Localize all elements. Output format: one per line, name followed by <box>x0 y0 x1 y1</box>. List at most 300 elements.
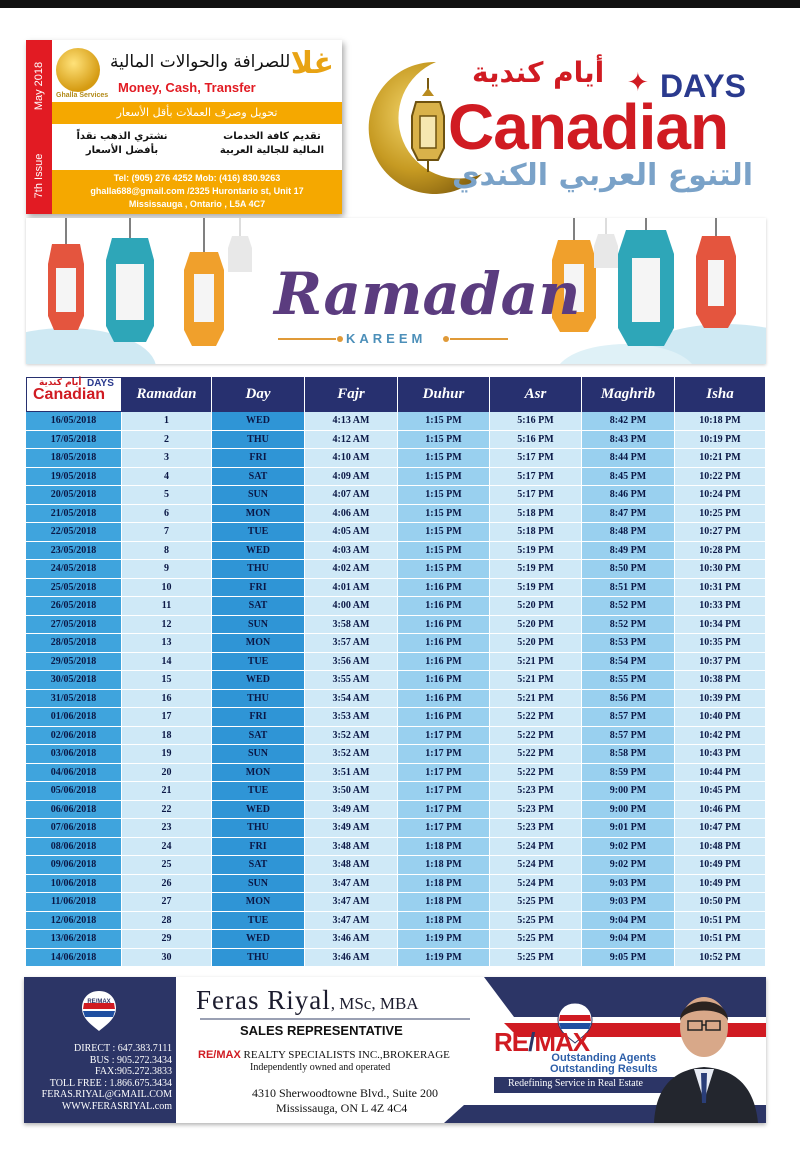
cell-ramadan-day: 25 <box>122 856 212 875</box>
table-row <box>26 468 766 487</box>
cell-ramadan-day: 5 <box>122 486 212 505</box>
cell-isha: 10:34 PM <box>675 616 766 635</box>
outstanding-tagline <box>550 1053 658 1075</box>
cell-duhur: 1:16 PM <box>398 690 490 709</box>
cell-maghrib: 9:02 PM <box>582 856 675 875</box>
cell-duhur: 1:19 PM <box>398 949 490 968</box>
cell-maghrib: 8:54 PM <box>582 653 675 672</box>
ad-service-gold-line2: بأفضل الأسعار <box>85 145 159 156</box>
table-row <box>26 616 766 635</box>
cell-maghrib: 8:43 PM <box>582 431 675 450</box>
cell-weekday: SAT <box>212 727 305 746</box>
cell-date: 27/05/2018 <box>26 616 122 635</box>
cell-duhur: 1:15 PM <box>398 412 490 431</box>
cell-asr: 5:16 PM <box>490 431 582 450</box>
table-row <box>26 801 766 820</box>
cell-isha: 10:33 PM <box>675 597 766 616</box>
table-row <box>26 486 766 505</box>
cell-isha: 10:31 PM <box>675 579 766 598</box>
cell-maghrib: 8:53 PM <box>582 634 675 653</box>
table-row <box>26 764 766 783</box>
cell-duhur: 1:17 PM <box>398 764 490 783</box>
cell-weekday: MON <box>212 505 305 524</box>
cell-asr: 5:18 PM <box>490 505 582 524</box>
cell-ramadan-day: 6 <box>122 505 212 524</box>
cell-date: 10/06/2018 <box>26 875 122 894</box>
cell-fajr: 3:55 AM <box>305 671 398 690</box>
cell-asr: 5:19 PM <box>490 560 582 579</box>
table-row <box>26 579 766 598</box>
remax-wordmark-re: RE <box>494 1027 529 1057</box>
cell-asr: 5:25 PM <box>490 912 582 931</box>
cell-maghrib: 8:52 PM <box>582 597 675 616</box>
col-header-day: Day <box>212 377 305 412</box>
cell-maghrib: 8:50 PM <box>582 560 675 579</box>
cell-asr: 5:17 PM <box>490 449 582 468</box>
cell-asr: 5:20 PM <box>490 634 582 653</box>
cell-maghrib: 8:58 PM <box>582 745 675 764</box>
agent-name <box>196 985 419 1016</box>
cell-date: 06/06/2018 <box>26 801 122 820</box>
cell-fajr: 3:51 AM <box>305 764 398 783</box>
outstanding-results: Outstanding Results <box>550 1063 658 1075</box>
cell-maghrib: 9:03 PM <box>582 875 675 894</box>
table-row <box>26 671 766 690</box>
table-row <box>26 893 766 912</box>
table-header-row <box>26 377 766 412</box>
cell-isha: 10:39 PM <box>675 690 766 709</box>
ad-arabic-title: للصرافة والحوالات المالية <box>110 52 291 72</box>
cell-fajr: 3:46 AM <box>305 949 398 968</box>
office-address-line1: 4310 Sherwoodtowne Blvd., Suite 200 <box>252 1086 438 1100</box>
ad-service-financial <box>210 130 334 158</box>
cell-date: 30/05/2018 <box>26 671 122 690</box>
cell-weekday: WED <box>212 801 305 820</box>
col-header-ramadan: Ramadan <box>122 377 212 412</box>
cell-date: 19/05/2018 <box>26 468 122 487</box>
outstanding-agents: Outstanding Agents <box>551 1052 657 1064</box>
cell-asr: 5:22 PM <box>490 745 582 764</box>
table-row <box>26 449 766 468</box>
table-row <box>26 542 766 561</box>
cell-asr: 5:17 PM <box>490 486 582 505</box>
cell-weekday: TUE <box>212 653 305 672</box>
ad-slogan-bar <box>52 102 342 124</box>
cell-date: 07/06/2018 <box>26 819 122 838</box>
realtor-contacts <box>28 1043 172 1112</box>
cell-isha: 10:27 PM <box>675 523 766 542</box>
cell-date: 17/05/2018 <box>26 431 122 450</box>
cell-isha: 10:51 PM <box>675 912 766 931</box>
cell-fajr: 4:01 AM <box>305 579 398 598</box>
cell-duhur: 1:16 PM <box>398 671 490 690</box>
cell-fajr: 3:48 AM <box>305 856 398 875</box>
contact-fax: FAX:905.272.3833 <box>94 1066 172 1077</box>
cell-maghrib: 8:59 PM <box>582 764 675 783</box>
cell-fajr: 4:12 AM <box>305 431 398 450</box>
contact-website: WWW.FERASRIYAL.com <box>61 1100 172 1112</box>
cell-maghrib: 8:56 PM <box>582 690 675 709</box>
cell-date: 26/05/2018 <box>26 597 122 616</box>
cell-asr: 5:24 PM <box>490 875 582 894</box>
table-row <box>26 523 766 542</box>
cell-weekday: THU <box>212 560 305 579</box>
cell-date: 25/05/2018 <box>26 579 122 598</box>
contact-direct: DIRECT : 647.383.7111 <box>74 1043 172 1054</box>
cell-weekday: THU <box>212 431 305 450</box>
cell-date: 03/06/2018 <box>26 745 122 764</box>
cell-fajr: 4:06 AM <box>305 505 398 524</box>
table-row <box>26 597 766 616</box>
cell-duhur: 1:15 PM <box>398 468 490 487</box>
ad-money-cash-transfer: Money, Cash, Transfer <box>118 80 256 95</box>
table-row <box>26 505 766 524</box>
cell-maghrib: 8:42 PM <box>582 412 675 431</box>
ad-service-gold-line1: نشتري الذهب نقداً <box>76 131 168 142</box>
cell-duhur: 1:17 PM <box>398 782 490 801</box>
cell-fajr: 3:49 AM <box>305 819 398 838</box>
cell-duhur: 1:15 PM <box>398 560 490 579</box>
cell-duhur: 1:17 PM <box>398 801 490 820</box>
cell-isha: 10:48 PM <box>675 838 766 857</box>
realtor-contact-panel <box>24 977 176 1123</box>
cell-fajr: 3:52 AM <box>305 745 398 764</box>
cell-ramadan-day: 19 <box>122 745 212 764</box>
table-row <box>26 745 766 764</box>
table-logo-cell <box>26 377 122 412</box>
cell-weekday: FRI <box>212 708 305 727</box>
col-header-duhur: Duhur <box>398 377 490 412</box>
cell-weekday: WED <box>212 671 305 690</box>
contact-toll-free: TOLL FREE : 1.866.675.3434 <box>49 1077 172 1089</box>
table-row <box>26 634 766 653</box>
cell-isha: 10:21 PM <box>675 449 766 468</box>
ramadan-banner <box>26 218 766 364</box>
cell-weekday: WED <box>212 542 305 561</box>
cell-fajr: 3:56 AM <box>305 653 398 672</box>
agent-portrait-icon <box>644 981 766 1123</box>
cell-asr: 5:24 PM <box>490 838 582 857</box>
cell-date: 24/05/2018 <box>26 560 122 579</box>
cell-duhur: 1:16 PM <box>398 708 490 727</box>
cell-asr: 5:20 PM <box>490 616 582 635</box>
agent-title: SALES REPRESENTATIVE <box>240 1023 403 1038</box>
cell-isha: 10:49 PM <box>675 856 766 875</box>
cell-asr: 5:21 PM <box>490 690 582 709</box>
cell-ramadan-day: 8 <box>122 542 212 561</box>
brokerage-brand: RE/MAX <box>198 1049 241 1061</box>
maple-leaf-icon: ✦ <box>627 68 649 97</box>
logo-days: DAYS <box>660 68 746 104</box>
ramadan-title: Ramadan <box>274 260 581 328</box>
cell-date: 31/05/2018 <box>26 690 122 709</box>
cell-weekday: SUN <box>212 875 305 894</box>
cell-weekday: MON <box>212 764 305 783</box>
cell-fajr: 3:57 AM <box>305 634 398 653</box>
cell-maghrib: 9:00 PM <box>582 782 675 801</box>
office-address-line2: Mississauga, ON L 4Z 4C4 <box>276 1101 408 1115</box>
cell-asr: 5:19 PM <box>490 579 582 598</box>
cell-maghrib: 9:05 PM <box>582 949 675 968</box>
table-row <box>26 782 766 801</box>
cell-isha: 10:49 PM <box>675 875 766 894</box>
cell-isha: 10:19 PM <box>675 431 766 450</box>
cell-ramadan-day: 24 <box>122 838 212 857</box>
cell-duhur: 1:18 PM <box>398 912 490 931</box>
table-row <box>26 912 766 931</box>
cell-ramadan-day: 27 <box>122 893 212 912</box>
cell-ramadan-day: 7 <box>122 523 212 542</box>
cell-fajr: 4:02 AM <box>305 560 398 579</box>
table-row <box>26 431 766 450</box>
cell-ramadan-day: 1 <box>122 412 212 431</box>
cell-weekday: SAT <box>212 468 305 487</box>
cell-duhur: 1:18 PM <box>398 875 490 894</box>
cell-weekday: THU <box>212 819 305 838</box>
col-header-isha: Isha <box>675 377 766 412</box>
cell-ramadan-day: 11 <box>122 597 212 616</box>
cell-asr: 5:21 PM <box>490 653 582 672</box>
cell-date: 21/05/2018 <box>26 505 122 524</box>
cell-asr: 5:25 PM <box>490 930 582 949</box>
table-row <box>26 560 766 579</box>
cell-date: 02/06/2018 <box>26 727 122 746</box>
cell-fajr: 4:00 AM <box>305 597 398 616</box>
table-row <box>26 412 766 431</box>
cell-duhur: 1:18 PM <box>398 838 490 857</box>
cell-maghrib: 8:52 PM <box>582 616 675 635</box>
cell-maghrib: 8:48 PM <box>582 523 675 542</box>
cell-weekday: THU <box>212 949 305 968</box>
cell-isha: 10:46 PM <box>675 801 766 820</box>
cell-ramadan-day: 29 <box>122 930 212 949</box>
independent-line: Independently owned and operated <box>250 1062 391 1073</box>
cell-duhur: 1:15 PM <box>398 486 490 505</box>
cell-date: 13/06/2018 <box>26 930 122 949</box>
cell-date: 14/06/2018 <box>26 949 122 968</box>
cell-date: 29/05/2018 <box>26 653 122 672</box>
brokerage-name: REALTY SPECIALISTS INC.,BROKERAGE <box>240 1049 450 1061</box>
cell-date: 16/05/2018 <box>26 412 122 431</box>
cell-isha: 10:38 PM <box>675 671 766 690</box>
cell-date: 18/05/2018 <box>26 449 122 468</box>
cell-fajr: 3:54 AM <box>305 690 398 709</box>
table-row <box>26 949 766 968</box>
cell-ramadan-day: 2 <box>122 431 212 450</box>
ghalla-logo-icon <box>56 48 100 92</box>
cell-asr: 5:22 PM <box>490 764 582 783</box>
table-row <box>26 838 766 857</box>
table-row <box>26 708 766 727</box>
top-border <box>0 0 800 8</box>
cell-ramadan-day: 10 <box>122 579 212 598</box>
ad-service-financial-line2: المالية للجالية العربية <box>219 145 325 156</box>
cell-maghrib: 8:44 PM <box>582 449 675 468</box>
cell-weekday: MON <box>212 634 305 653</box>
cell-maghrib: 8:55 PM <box>582 671 675 690</box>
cell-fajr: 3:47 AM <box>305 893 398 912</box>
cell-duhur: 1:18 PM <box>398 893 490 912</box>
cell-maghrib: 9:03 PM <box>582 893 675 912</box>
cell-fajr: 3:47 AM <box>305 875 398 894</box>
cell-isha: 10:45 PM <box>675 782 766 801</box>
table-row <box>26 727 766 746</box>
cell-ramadan-day: 20 <box>122 764 212 783</box>
ad-service-financial-line1: تقديم كافة الخدمات <box>223 131 321 142</box>
cell-date: 01/06/2018 <box>26 708 122 727</box>
cell-weekday: SAT <box>212 597 305 616</box>
cell-weekday: FRI <box>212 838 305 857</box>
brokerage-line <box>198 1049 450 1061</box>
cell-fajr: 3:48 AM <box>305 838 398 857</box>
cell-asr: 5:23 PM <box>490 782 582 801</box>
cell-asr: 5:22 PM <box>490 727 582 746</box>
cell-ramadan-day: 17 <box>122 708 212 727</box>
cell-fajr: 4:09 AM <box>305 468 398 487</box>
cell-fajr: 3:46 AM <box>305 930 398 949</box>
cell-ramadan-day: 22 <box>122 801 212 820</box>
cell-maghrib: 9:01 PM <box>582 819 675 838</box>
cell-date: 23/05/2018 <box>26 542 122 561</box>
cell-ramadan-day: 23 <box>122 819 212 838</box>
cell-duhur: 1:18 PM <box>398 856 490 875</box>
cell-asr: 5:16 PM <box>490 412 582 431</box>
cell-asr: 5:18 PM <box>490 523 582 542</box>
table-row <box>26 653 766 672</box>
cell-maghrib: 9:02 PM <box>582 838 675 857</box>
cell-maghrib: 8:49 PM <box>582 542 675 561</box>
cell-date: 05/06/2018 <box>26 782 122 801</box>
cell-asr: 5:25 PM <box>490 949 582 968</box>
cell-duhur: 1:17 PM <box>398 727 490 746</box>
cell-date: 28/05/2018 <box>26 634 122 653</box>
cell-ramadan-day: 4 <box>122 468 212 487</box>
agent-credentials: , MSc, MBA <box>330 994 419 1013</box>
cell-duhur: 1:17 PM <box>398 819 490 838</box>
cell-ramadan-day: 30 <box>122 949 212 968</box>
cell-maghrib: 8:51 PM <box>582 579 675 598</box>
cell-ramadan-day: 12 <box>122 616 212 635</box>
cell-weekday: TUE <box>212 912 305 931</box>
col-header-fajr: Fajr <box>305 377 398 412</box>
cell-maghrib: 8:46 PM <box>582 486 675 505</box>
cell-duhur: 1:15 PM <box>398 505 490 524</box>
cell-asr: 5:23 PM <box>490 819 582 838</box>
cell-ramadan-day: 21 <box>122 782 212 801</box>
cell-ramadan-day: 28 <box>122 912 212 931</box>
cell-ramadan-day: 9 <box>122 560 212 579</box>
cell-fajr: 3:47 AM <box>305 912 398 931</box>
logo-arabic-tagline: التنوع العربي الكندي <box>452 158 754 193</box>
table-row <box>26 875 766 894</box>
cell-asr: 5:21 PM <box>490 671 582 690</box>
cell-ramadan-day: 14 <box>122 653 212 672</box>
cell-maghrib: 9:04 PM <box>582 912 675 931</box>
cell-isha: 10:52 PM <box>675 949 766 968</box>
cell-isha: 10:40 PM <box>675 708 766 727</box>
cell-isha: 10:43 PM <box>675 745 766 764</box>
cell-fajr: 3:49 AM <box>305 801 398 820</box>
cell-fajr: 4:10 AM <box>305 449 398 468</box>
cell-asr: 5:20 PM <box>490 597 582 616</box>
table-logo-canadian: Canadian <box>33 386 106 403</box>
cell-date: 22/05/2018 <box>26 523 122 542</box>
cell-ramadan-day: 15 <box>122 671 212 690</box>
remax-badge-label: RE/MAX <box>87 999 111 1005</box>
cell-ramadan-day: 16 <box>122 690 212 709</box>
cell-weekday: TUE <box>212 782 305 801</box>
cell-fajr: 4:03 AM <box>305 542 398 561</box>
issue-number: 7th Issue <box>33 153 45 199</box>
ad-city: Mississauga , Ontario , L5A 4C7 <box>128 199 266 209</box>
cell-isha: 10:25 PM <box>675 505 766 524</box>
cell-isha: 10:42 PM <box>675 727 766 746</box>
cell-date: 08/06/2018 <box>26 838 122 857</box>
table-row <box>26 856 766 875</box>
table-row <box>26 819 766 838</box>
cell-isha: 10:18 PM <box>675 412 766 431</box>
cell-duhur: 1:16 PM <box>398 616 490 635</box>
redefining-tagline: Redefining Service in Real Estate <box>508 1078 643 1089</box>
cell-isha: 10:47 PM <box>675 819 766 838</box>
cell-isha: 10:51 PM <box>675 930 766 949</box>
cell-fajr: 4:07 AM <box>305 486 398 505</box>
prayer-times-table <box>26 377 766 967</box>
name-divider <box>200 1018 470 1020</box>
cell-weekday: SUN <box>212 745 305 764</box>
cell-duhur: 1:15 PM <box>398 523 490 542</box>
cell-isha: 10:44 PM <box>675 764 766 783</box>
cell-duhur: 1:16 PM <box>398 597 490 616</box>
cell-weekday: FRI <box>212 449 305 468</box>
remax-balloon-icon <box>80 989 118 1033</box>
cell-isha: 10:37 PM <box>675 653 766 672</box>
cell-isha: 10:22 PM <box>675 468 766 487</box>
cell-weekday: FRI <box>212 579 305 598</box>
cell-date: 11/06/2018 <box>26 893 122 912</box>
cell-isha: 10:28 PM <box>675 542 766 561</box>
cell-ramadan-day: 13 <box>122 634 212 653</box>
cell-maghrib: 8:47 PM <box>582 505 675 524</box>
cell-isha: 10:24 PM <box>675 486 766 505</box>
cell-fajr: 4:05 AM <box>305 523 398 542</box>
ad-slogan: تحويل وصرف العملات بأقل الأسعار <box>116 106 278 119</box>
cell-isha: 10:35 PM <box>675 634 766 653</box>
cell-weekday: WED <box>212 412 305 431</box>
cell-date: 09/06/2018 <box>26 856 122 875</box>
cell-fajr: 3:53 AM <box>305 708 398 727</box>
cell-fajr: 3:50 AM <box>305 782 398 801</box>
logo-canadian: Canadian <box>448 91 729 163</box>
cell-maghrib: 9:04 PM <box>582 930 675 949</box>
remax-wordmark-slash: / <box>528 1027 535 1057</box>
cell-fajr: 4:13 AM <box>305 412 398 431</box>
cell-fajr: 3:58 AM <box>305 616 398 635</box>
cell-weekday: THU <box>212 690 305 709</box>
ad-email-address: ghalla688@gmail.com /2325 Hurontario st, Unit 17 <box>90 186 304 196</box>
cell-weekday: WED <box>212 930 305 949</box>
cell-weekday: SUN <box>212 486 305 505</box>
issue-month: May 2018 <box>33 61 45 111</box>
cell-maghrib: 8:57 PM <box>582 727 675 746</box>
agent-name-text: Feras Riyal <box>196 985 331 1015</box>
cell-weekday: TUE <box>212 523 305 542</box>
cell-weekday: SAT <box>212 856 305 875</box>
cell-asr: 5:17 PM <box>490 468 582 487</box>
cell-asr: 5:22 PM <box>490 708 582 727</box>
cell-duhur: 1:16 PM <box>398 634 490 653</box>
realtor-ad <box>24 977 766 1123</box>
